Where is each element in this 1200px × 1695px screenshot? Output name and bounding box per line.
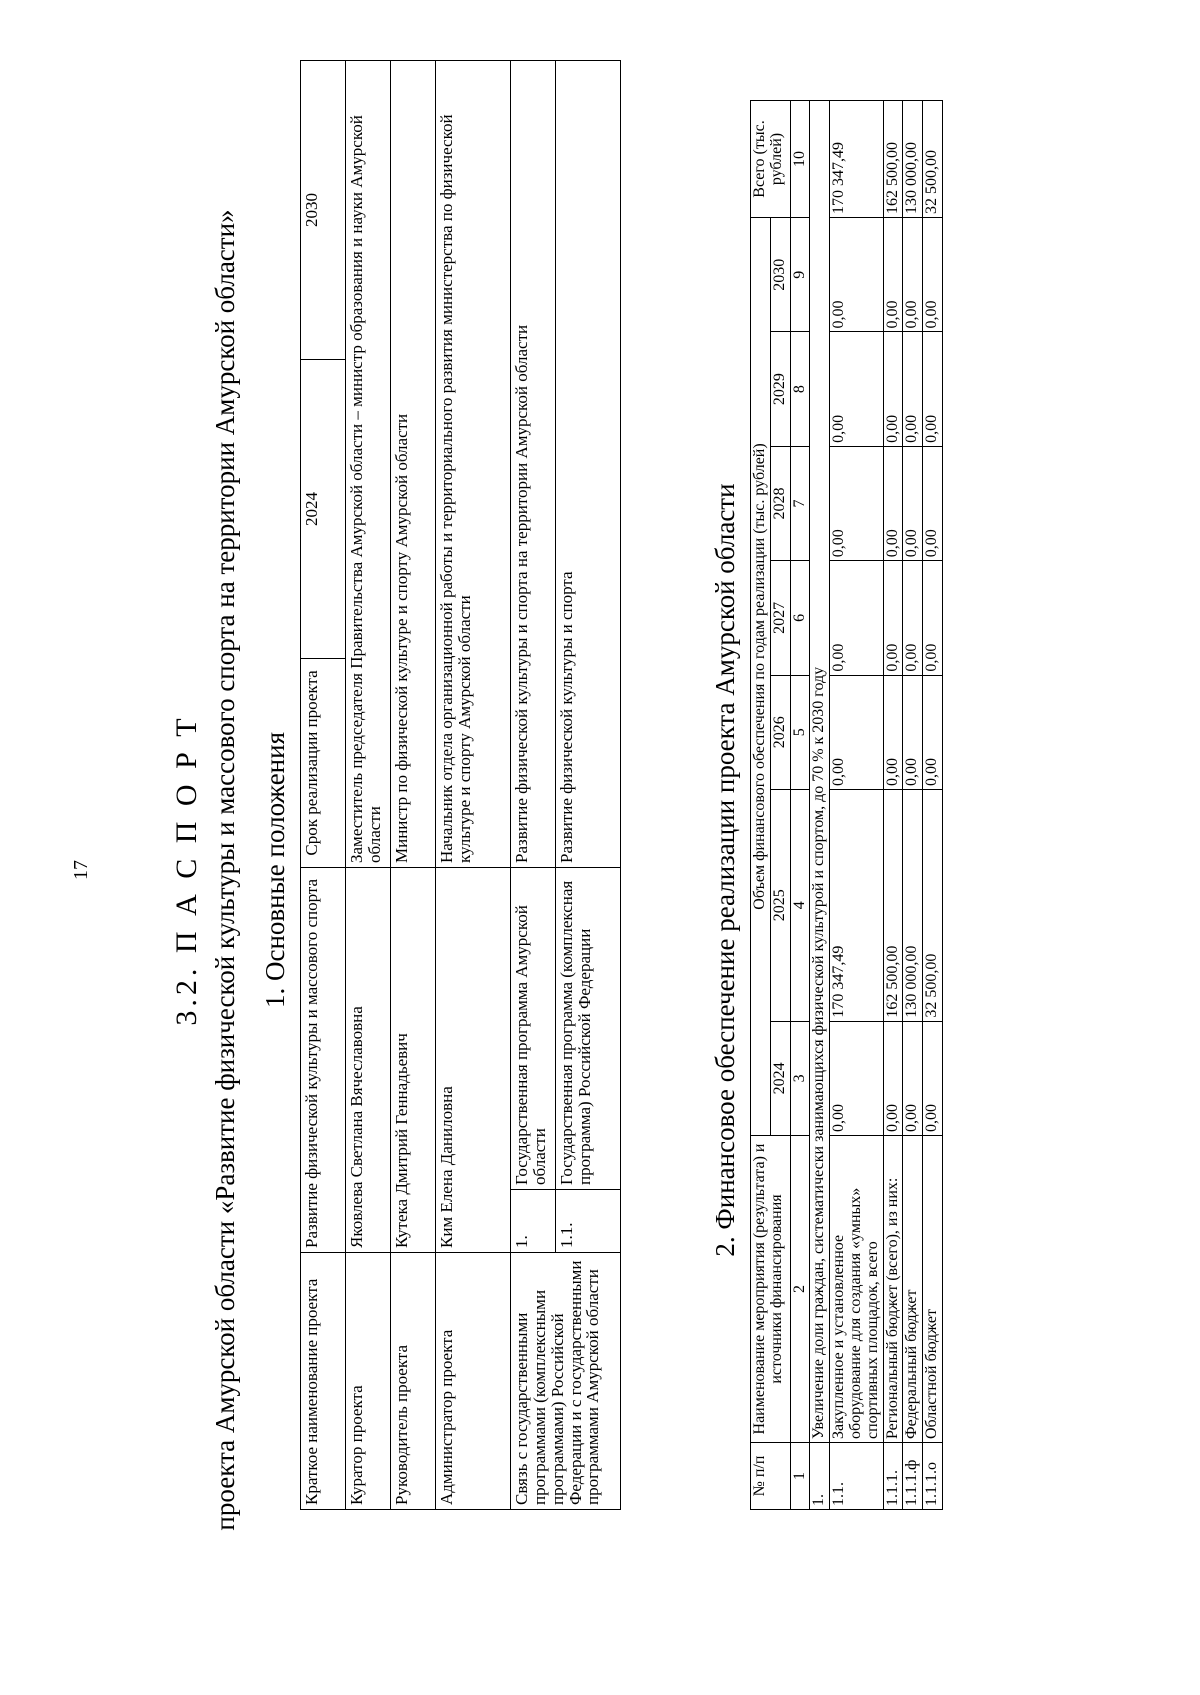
link-program: Государственная программа (комплексная программа) Российской Федерации: [556, 868, 621, 1190]
goal-text: Увеличение доли граждан, систематически занимающихся физической культурой и спортом, до 70 % к 2030 году: [810, 101, 830, 1443]
col-index: 6: [790, 561, 810, 675]
table-row: [346, 61, 391, 1510]
document-title: 3.2. П А С П О Р Т: [170, 714, 203, 1026]
row-name: Федеральный бюджет: [903, 1136, 923, 1443]
row-value: 0,00: [903, 561, 923, 675]
table-row: [301, 61, 346, 1510]
col-num-header: № п/п: [751, 1443, 791, 1510]
col-volume-header: Объем финансового обеспечения по годам реализации (тыс. рублей): [751, 218, 771, 1136]
col-index: 10: [790, 101, 810, 218]
row-value: 0,00: [883, 218, 903, 332]
row-value: 0,00: [830, 446, 883, 560]
section2-heading: 2. Финансовое обеспечение реализации проекта Амурской области: [710, 483, 740, 1257]
row-name: Закупленное и установленное оборудование для создания «умных» спортивных площадок, всего: [830, 1136, 883, 1443]
col-index: 7: [790, 446, 810, 560]
row-num: 1.1.1.ф: [903, 1443, 923, 1510]
admin-name: Ким Елена Даниловна: [436, 868, 511, 1253]
head-position: Министр по физической культуре и спорту Амурской области: [391, 61, 436, 868]
col-index: 2: [790, 1136, 810, 1443]
row-value: 0,00: [883, 446, 903, 560]
curator-label: Куратор проекта: [346, 1253, 391, 1510]
row-name: Областной бюджет: [923, 1136, 943, 1443]
basic-provisions-table: [300, 60, 621, 1510]
row-value: 0,00: [923, 446, 943, 560]
year-header: 2029: [770, 332, 790, 446]
row-value: 0,00: [903, 332, 923, 446]
col-index: 5: [790, 675, 810, 789]
row-value: 0,00: [830, 1021, 883, 1135]
row-value: 0,00: [883, 675, 903, 789]
row-value: 0,00: [923, 561, 943, 675]
head-name: Кутека Дмитрий Геннадьевич: [391, 868, 436, 1253]
row-value: 0,00: [883, 332, 903, 446]
table-row: [903, 101, 923, 1510]
table-row: [391, 61, 436, 1510]
year-header: 2027: [770, 561, 790, 675]
year-header: 2024: [770, 1021, 790, 1135]
col-total-header: Всего (тыс. рублей): [751, 101, 791, 218]
table-row: [830, 101, 883, 1510]
row-value: 0,00: [830, 561, 883, 675]
admin-position: Начальник отдела организационной работы и территориального развития министерства по физической культуре и спорту Амурской области: [436, 61, 511, 868]
section1-heading: 1. Основные положения: [260, 732, 290, 1008]
year-header: 2025: [770, 789, 790, 1021]
row-value: 0,00: [923, 218, 943, 332]
row-num: 1.1.1.о: [923, 1443, 943, 1510]
goal-num: 1.: [810, 1443, 830, 1510]
link-value: Развитие физической культуры и спорта: [556, 61, 621, 868]
year-header: 2030: [770, 218, 790, 332]
link-value: Развитие физической культуры и спорта на территории Амурской области: [511, 61, 556, 868]
term-start: 2024: [301, 360, 346, 659]
row-value: 0,00: [923, 675, 943, 789]
row-value: 0,00: [923, 1021, 943, 1135]
table-row: [883, 101, 903, 1510]
row-total: 162 500,00: [883, 101, 903, 218]
row-value: 0,00: [883, 1021, 903, 1135]
col-index: 9: [790, 218, 810, 332]
row-num: 1.1.: [830, 1443, 883, 1510]
row-total: 170 347,49: [830, 101, 883, 218]
row-name: Региональный бюджет (всего), из них:: [883, 1136, 903, 1443]
col-index: 4: [790, 789, 810, 1021]
row-total: 130 000,00: [903, 101, 923, 218]
link-num: 1.1.: [556, 1190, 621, 1253]
row-value: 0,00: [830, 332, 883, 446]
short-name-value: Развитие физической культуры и массового спорта: [301, 868, 346, 1253]
row-value: 0,00: [903, 1021, 923, 1135]
document-subtitle: проекта Амурской области «Развитие физической культуры и массового спорта на территории Амурской области»: [210, 209, 240, 1531]
row-value: 0,00: [830, 218, 883, 332]
row-num: 1.1.1.: [883, 1443, 903, 1510]
row-value: 162 500,00: [883, 789, 903, 1021]
page-number: 17: [70, 860, 92, 880]
term-label: Срок реализации проекта: [301, 659, 346, 868]
row-value: 0,00: [883, 561, 903, 675]
financing-table: [750, 100, 943, 1510]
year-header: 2026: [770, 675, 790, 789]
goal-row: [810, 101, 830, 1510]
col-index: 3: [790, 1021, 810, 1135]
col-name-header: Наименование мероприятия (результата) и источники финансирования: [751, 1136, 791, 1443]
column-index-row: [790, 101, 810, 1510]
head-label: Руководитель проекта: [391, 1253, 436, 1510]
document-page: [60, 80, 1140, 1660]
table-row: [436, 61, 511, 1510]
row-value: 0,00: [830, 675, 883, 789]
row-value: 170 347,49: [830, 789, 883, 1021]
curator-position: Заместитель председателя Правительства Амурской области – министр образования и науки Амурской области: [346, 61, 391, 868]
curator-name: Яковлева Светлана Вячеславовна: [346, 868, 391, 1253]
link-label: Связь с государственными программами (комплексными программами) Российской Федерации и с государственными программами Амурской области: [511, 1253, 621, 1510]
row-total: 32 500,00: [923, 101, 943, 218]
year-header: 2028: [770, 446, 790, 560]
row-value: 0,00: [903, 675, 923, 789]
row-value: 130 000,00: [903, 789, 923, 1021]
link-num: 1.: [511, 1190, 556, 1253]
row-value: 0,00: [903, 446, 923, 560]
table-header-row: [751, 101, 771, 1510]
table-row: [511, 61, 556, 1510]
term-end: 2030: [301, 61, 346, 360]
row-value: 0,00: [903, 218, 923, 332]
admin-label: Администратор проекта: [436, 1253, 511, 1510]
row-value: 0,00: [923, 332, 943, 446]
short-name-label: Краткое наименование проекта: [301, 1253, 346, 1510]
link-program: Государственная программа Амурской области: [511, 868, 556, 1190]
col-index: 8: [790, 332, 810, 446]
row-value: 32 500,00: [923, 789, 943, 1021]
table-row: [923, 101, 943, 1510]
col-index: 1: [790, 1443, 810, 1510]
